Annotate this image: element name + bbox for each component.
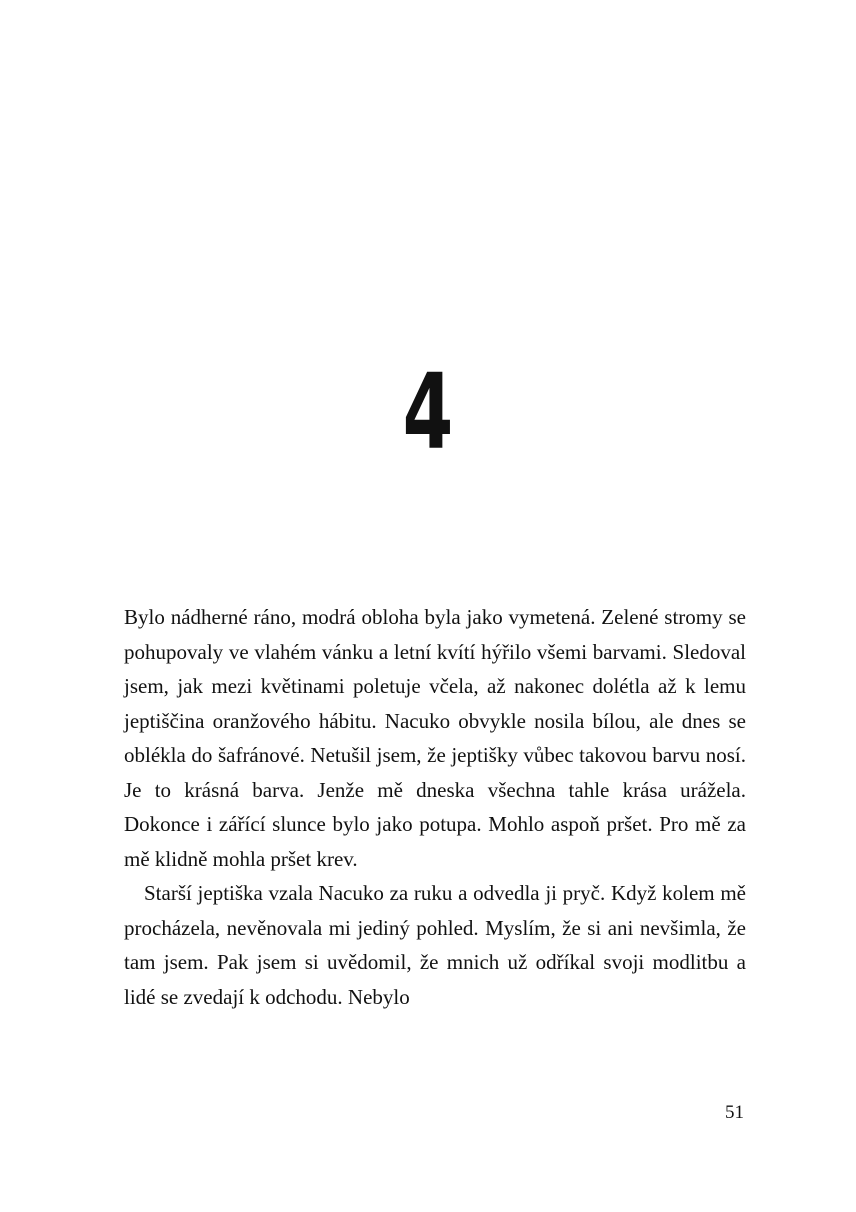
paragraph-1: Bylo nádherné ráno, modrá obloha byla jako vymetená. Zelené stromy se pohupovaly ve vlahém vánku a letní kvítí hýřilo všemi barvami. Sledoval jsem, jak mezi květinami poletuje včela, až nakonec dolétla až k lemu jeptiščina oranžového hábitu. Nacuko obvykle nosila bílou, ale dnes se oblékla do šafránové. Netušil jsem, že jeptišky vůbec takovou barvu nosí. Je to krásná barva. Jenže mě dneska všechna tahle krása urážela. Dokonce i zářící slunce bylo jako potupa. Mohlo aspoň pršet. Pro mě za mě klidně mohla pršet krev. (124, 605, 746, 871)
body-text (124, 600, 746, 1014)
paragraph-2: Starší jeptiška vzala Nacuko za ruku a odvedla ji pryč. Když kolem mě procházela, nevěnovala mi jediný pohled. Myslím, že si ani nevšimla, že tam jsem. Pak jsem si uvědomil, že mnich už odříkal svoji modlitbu a lidé se zvedají k odchodu. Nebylo (124, 881, 746, 1009)
page-number: 51 (725, 1102, 744, 1123)
chapter-number: 4 (402, 351, 454, 473)
